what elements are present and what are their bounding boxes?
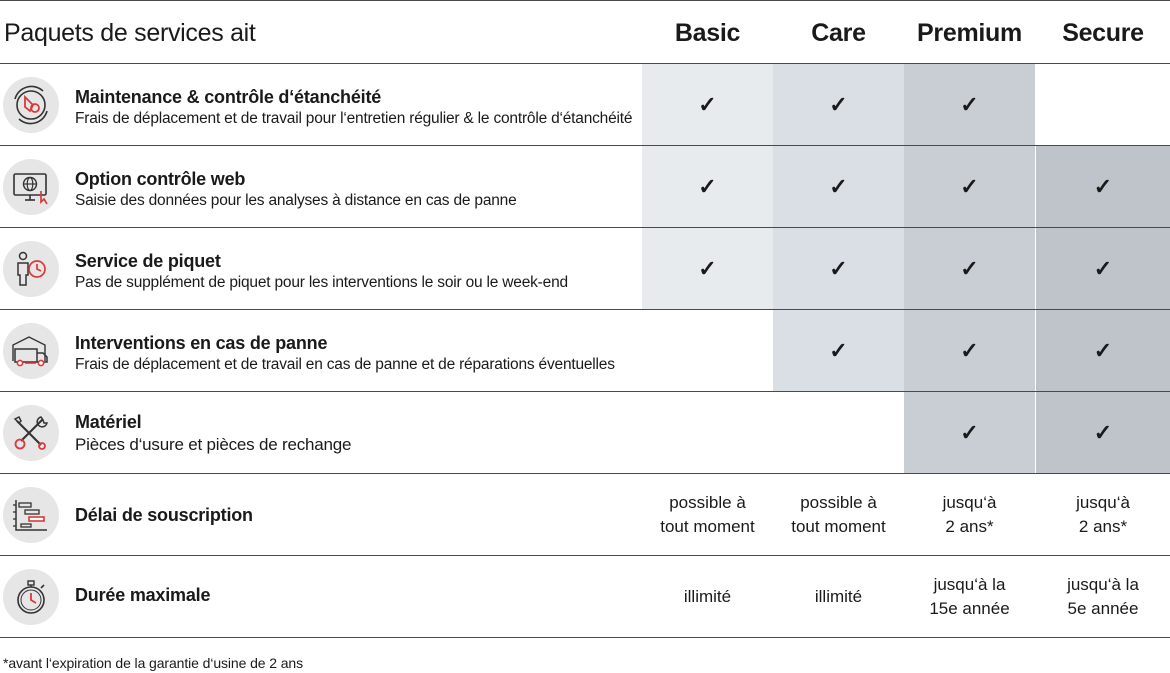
cell-care: ✓ (773, 64, 904, 145)
tools-icon (3, 405, 59, 461)
cell-basic (642, 392, 773, 473)
row-description: Saisie des données pour les analyses à distance en cas de panne (75, 192, 517, 209)
cell-premium: ✓ (904, 310, 1035, 391)
wrench-cycle-icon (3, 77, 59, 133)
cell-secure: ✓ (1036, 392, 1170, 473)
table-row (0, 392, 1170, 474)
row-title: Matériel (75, 412, 142, 432)
footnote: *avant l‘expiration de la garantie d‘usine de 2 ans (3, 655, 303, 671)
cell-secure (1036, 64, 1170, 145)
monitor-globe-icon (3, 159, 59, 215)
cell-basic: ✓ (642, 64, 773, 145)
cell-premium: jusqu‘à 2 ans* (942, 492, 997, 536)
row-description: Frais de déplacement et de travail pour l‘entretien régulier & le contrôle d‘étanchéité (75, 110, 633, 127)
row-description: Pas de supplément de piquet pour les interventions le soir ou le week-end (75, 274, 568, 291)
table-header (0, 0, 1170, 64)
cell-secure: ✓ (1036, 310, 1170, 391)
person-clock-icon (3, 241, 59, 297)
cell-premium: ✓ (904, 392, 1035, 473)
table-row (0, 310, 1170, 392)
column-header-premium: Premium (917, 19, 1022, 47)
stopwatch-icon (3, 569, 59, 625)
cell-secure: ✓ (1036, 146, 1170, 227)
cell-premium: ✓ (904, 146, 1035, 227)
cell-basic (642, 310, 773, 391)
row-title: Option contrôle web (75, 169, 246, 189)
cell-care: ✓ (773, 146, 904, 227)
row-title: Délai de souscription (75, 505, 253, 525)
cell-basic: ✓ (642, 146, 773, 227)
cell-secure: jusqu‘à la 5e année (1067, 574, 1139, 618)
gantt-chart-icon (3, 487, 59, 543)
cell-care (773, 392, 904, 473)
row-title: Durée maximale (75, 585, 211, 605)
cell-basic: possible à tout moment (660, 492, 755, 536)
cell-basic: ✓ (642, 228, 773, 309)
row-title: Service de piquet (75, 251, 221, 271)
table-title: Paquets de services ait (4, 19, 256, 47)
table-row (0, 556, 1170, 638)
cell-premium: ✓ (904, 64, 1035, 145)
row-description: Frais de déplacement et de travail en cas de panne et de réparations éventuelles (75, 356, 615, 373)
cell-premium: ✓ (904, 228, 1035, 309)
cell-secure: ✓ (1036, 228, 1170, 309)
cell-care: illimité (814, 586, 863, 606)
cell-care: possible à tout moment (791, 492, 886, 536)
table-row (0, 64, 1170, 146)
table-row (0, 146, 1170, 228)
cell-premium: jusqu‘à la 15e année (929, 574, 1010, 618)
cell-secure: jusqu‘à 2 ans* (1076, 492, 1130, 536)
table-row (0, 474, 1170, 556)
cell-care: ✓ (773, 310, 904, 391)
column-header-care: Care (811, 19, 866, 47)
cell-basic: illimité (683, 586, 732, 606)
van-icon (3, 323, 59, 379)
column-header-basic: Basic (674, 19, 741, 47)
row-title: Maintenance & contrôle d‘étanchéité (75, 87, 382, 107)
cell-care: ✓ (773, 228, 904, 309)
row-description: Pièces d‘usure et pièces de rechange (75, 435, 352, 454)
row-title: Interventions en cas de panne (75, 333, 328, 353)
column-header-secure: Secure (1062, 19, 1144, 47)
table-row (0, 228, 1170, 310)
